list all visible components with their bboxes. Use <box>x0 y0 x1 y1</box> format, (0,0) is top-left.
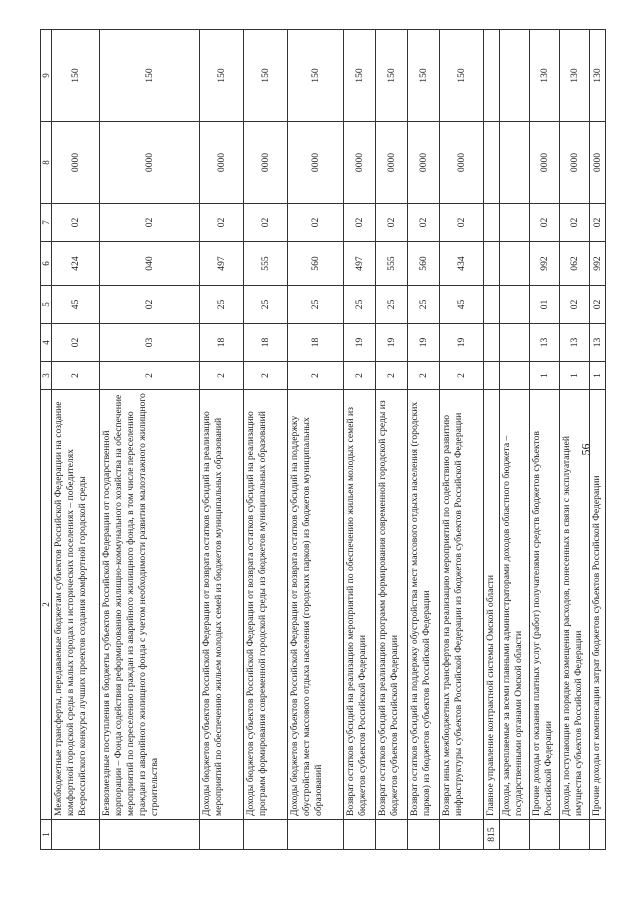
code-cell-c6: 040 <box>100 242 200 286</box>
code-cell-c4 <box>484 324 500 362</box>
header-cell: 8 <box>41 122 52 204</box>
row-description: Возврат остатков субсидий на реализацию мероприятий по обеспечению жильем молодых семей из бюджетов субъектов Российской Федерации <box>344 390 376 820</box>
table-row <box>560 30 590 850</box>
code-cell-c8: 0000 <box>530 122 560 204</box>
code-cell-c3: 2 <box>200 362 244 390</box>
code-cell-c3: 2 <box>100 362 200 390</box>
code-cell-c3: 2 <box>376 362 408 390</box>
code-cell-c9: 150 <box>288 30 344 122</box>
code-cell-c6: 497 <box>200 242 244 286</box>
table-row <box>440 30 484 850</box>
code-cell-c5: 25 <box>408 286 440 324</box>
table-header-row <box>41 30 52 850</box>
code-cell-c6: 555 <box>376 242 408 286</box>
code-cell-c1 <box>244 820 288 850</box>
code-cell-c7: 02 <box>376 204 408 242</box>
code-cell-c7: 02 <box>200 204 244 242</box>
table-row <box>344 30 376 850</box>
row-description: Межбюджетные трансферты, передаваемые бюджетам субъектов Российской Федерации на создание комфортной городской среды в малых городах и исторических поселениях – победителях Всероссийского конкурса лучших проектов создания комфортной городской среды <box>52 390 100 820</box>
code-cell-c7 <box>500 204 530 242</box>
code-cell-c3: 2 <box>244 362 288 390</box>
code-cell-c1 <box>590 820 606 850</box>
code-cell-c8: 0000 <box>440 122 484 204</box>
code-cell-c6: 560 <box>288 242 344 286</box>
table-row <box>100 30 200 850</box>
code-cell-c4: 19 <box>344 324 376 362</box>
code-cell-c5: 45 <box>52 286 100 324</box>
code-cell-c4: 13 <box>530 324 560 362</box>
code-cell-c9: 130 <box>590 30 606 122</box>
code-cell-c5: 45 <box>440 286 484 324</box>
code-cell-c3: 1 <box>590 362 606 390</box>
code-cell-c4: 19 <box>376 324 408 362</box>
code-cell-c4: 19 <box>440 324 484 362</box>
code-cell-c5 <box>500 286 530 324</box>
code-cell-c6: 434 <box>440 242 484 286</box>
code-cell-c1 <box>560 820 590 850</box>
code-cell-c6: 555 <box>244 242 288 286</box>
code-cell-c3: 1 <box>560 362 590 390</box>
code-cell-c9: 150 <box>100 30 200 122</box>
code-cell-c9: 130 <box>530 30 560 122</box>
code-cell-c7: 02 <box>244 204 288 242</box>
code-cell-c3: 2 <box>408 362 440 390</box>
row-description: Доходы, поступающие в порядке возмещения расходов, понесенных в связи с эксплуатацией имущества субъектов Российской Федерации <box>560 390 590 820</box>
code-cell-c5: 25 <box>244 286 288 324</box>
row-description: Возврат остатков субсидий на реализацию программ формирования современной городской среды из бюджетов субъектов Российской Федерации <box>376 390 408 820</box>
header-cell: 3 <box>41 362 52 390</box>
code-cell-c1 <box>200 820 244 850</box>
row-description: Доходы бюджетов субъектов Российской Федерации от возврата остатков субсидий на реализацию мероприятий по обеспечению жильем молодых семей из бюджетов муниципальных образований <box>200 390 244 820</box>
code-cell-c7 <box>484 204 500 242</box>
table-row <box>484 30 500 850</box>
code-cell-c3: 2 <box>344 362 376 390</box>
header-cell: 1 <box>41 820 52 850</box>
code-cell-c4: 18 <box>288 324 344 362</box>
code-cell-c9: 150 <box>408 30 440 122</box>
row-description: Доходы бюджетов субъектов Российской Федерации от возврата остатков субсидий на реализацию программ формирования современной городской среды из бюджетов муниципальных образований <box>244 390 288 820</box>
code-cell-c9 <box>484 30 500 122</box>
table-row <box>52 30 100 850</box>
code-cell-c3: 2 <box>440 362 484 390</box>
header-cell: 6 <box>41 242 52 286</box>
code-cell-c4: 13 <box>560 324 590 362</box>
code-cell-c8: 0000 <box>52 122 100 204</box>
code-cell-c1 <box>500 820 530 850</box>
code-cell-c9: 150 <box>244 30 288 122</box>
code-cell-c3: 1 <box>530 362 560 390</box>
code-cell-c3 <box>500 362 530 390</box>
code-cell-c7: 02 <box>344 204 376 242</box>
code-cell-c7: 02 <box>288 204 344 242</box>
table-row <box>376 30 408 850</box>
rotated-table-container <box>40 30 603 850</box>
code-cell-c8: 0000 <box>200 122 244 204</box>
row-description: Главное управление контрактной системы Омской области <box>484 390 500 820</box>
code-cell-c1 <box>288 820 344 850</box>
code-cell-c1 <box>408 820 440 850</box>
budget-code-table <box>40 29 606 850</box>
code-cell-c8: 0000 <box>288 122 344 204</box>
table-row <box>500 30 530 850</box>
code-cell-c5 <box>484 286 500 324</box>
code-cell-c3 <box>484 362 500 390</box>
page-number: 56 <box>578 443 593 456</box>
code-cell-c9: 130 <box>560 30 590 122</box>
code-cell-c9: 150 <box>376 30 408 122</box>
code-cell-c3: 2 <box>52 362 100 390</box>
code-cell-c5: 01 <box>530 286 560 324</box>
code-cell-c5: 02 <box>590 286 606 324</box>
code-cell-c8: 0000 <box>100 122 200 204</box>
code-cell-c8: 0000 <box>244 122 288 204</box>
code-cell-c1 <box>52 820 100 850</box>
code-cell-c9: 150 <box>200 30 244 122</box>
code-cell-c8: 0000 <box>408 122 440 204</box>
code-cell-c6: 992 <box>590 242 606 286</box>
code-cell-c6: 497 <box>344 242 376 286</box>
code-cell-c1 <box>440 820 484 850</box>
code-cell-c6 <box>484 242 500 286</box>
code-cell-c8: 0000 <box>344 122 376 204</box>
code-cell-c1 <box>376 820 408 850</box>
code-cell-c9: 150 <box>52 30 100 122</box>
code-cell-c9: 150 <box>344 30 376 122</box>
code-cell-c4 <box>500 324 530 362</box>
row-description: Возврат иных межбюджетных трансфертов на реализацию мероприятий по содействию развитию инфраструктуры субъектов Российской Федерации из бюджетов субъектов Российской Федерации <box>440 390 484 820</box>
header-cell: 9 <box>41 30 52 122</box>
header-cell: 4 <box>41 324 52 362</box>
code-cell-c6: 062 <box>560 242 590 286</box>
code-cell-c7: 02 <box>408 204 440 242</box>
code-cell-c1: 815 <box>484 820 500 850</box>
code-cell-c4: 18 <box>200 324 244 362</box>
code-cell-c5: 02 <box>100 286 200 324</box>
row-description: Прочие доходы от оказания платных услуг (работ) получателями средств бюджетов субъектов Российской Федерации <box>530 390 560 820</box>
row-description: Безвозмездные поступления в бюджеты субъектов Российской Федерации от государственной корпорации – Фонда содействия реформированию жилищно-коммунального хозяйства на обеспечение мероприятий по переселению граждан из аварийного жилищного фонда, в том числе переселению граждан из аварийного жилищного фонда с учетом необходимости развития малоэтажного жилищного строительства <box>100 390 200 820</box>
code-cell-c8: 0000 <box>590 122 606 204</box>
code-cell-c9 <box>500 30 530 122</box>
code-cell-c7: 02 <box>590 204 606 242</box>
code-cell-c9: 150 <box>440 30 484 122</box>
code-cell-c4: 03 <box>100 324 200 362</box>
code-cell-c4: 13 <box>590 324 606 362</box>
table-row <box>530 30 560 850</box>
code-cell-c8: 0000 <box>376 122 408 204</box>
code-cell-c1 <box>530 820 560 850</box>
table-row <box>288 30 344 850</box>
code-cell-c7: 02 <box>440 204 484 242</box>
table-row <box>244 30 288 850</box>
code-cell-c6: 424 <box>52 242 100 286</box>
code-cell-c5: 25 <box>344 286 376 324</box>
code-cell-c4: 02 <box>52 324 100 362</box>
row-description: Доходы бюджетов субъектов Российской Федерации от возврата остатков субсидий на поддержку обустройства мест массового отдыха населения (городских парков) из бюджетов муниципальных образований <box>288 390 344 820</box>
row-description: Возврат остатков субсидий на поддержку обустройства мест массового отдыха населения (городских парков) из бюджетов субъектов Российской Федерации <box>408 390 440 820</box>
header-cell: 5 <box>41 286 52 324</box>
code-cell-c1 <box>344 820 376 850</box>
header-cell: 7 <box>41 204 52 242</box>
code-cell-c6 <box>500 242 530 286</box>
code-cell-c5: 25 <box>376 286 408 324</box>
code-cell-c6: 992 <box>530 242 560 286</box>
code-cell-c7: 02 <box>530 204 560 242</box>
code-cell-c7: 02 <box>100 204 200 242</box>
code-cell-c7: 02 <box>52 204 100 242</box>
code-cell-c5: 25 <box>288 286 344 324</box>
code-cell-c8: 0000 <box>560 122 590 204</box>
table-row <box>200 30 244 850</box>
header-cell: 2 <box>41 390 52 820</box>
table-row <box>590 30 606 850</box>
row-description: Доходы, закрепляемые за всеми главными администраторами доходов областного бюджета – государственными органами Омской области <box>500 390 530 820</box>
code-cell-c5: 25 <box>200 286 244 324</box>
code-cell-c8 <box>484 122 500 204</box>
table-row <box>408 30 440 850</box>
code-cell-c1 <box>100 820 200 850</box>
code-cell-c7: 02 <box>560 204 590 242</box>
code-cell-c8 <box>500 122 530 204</box>
row-description: Прочие доходы от компенсации затрат бюджетов субъектов Российской Федерации <box>590 390 606 820</box>
code-cell-c4: 19 <box>408 324 440 362</box>
code-cell-c5: 02 <box>560 286 590 324</box>
code-cell-c3: 2 <box>288 362 344 390</box>
code-cell-c6: 560 <box>408 242 440 286</box>
code-cell-c4: 18 <box>244 324 288 362</box>
